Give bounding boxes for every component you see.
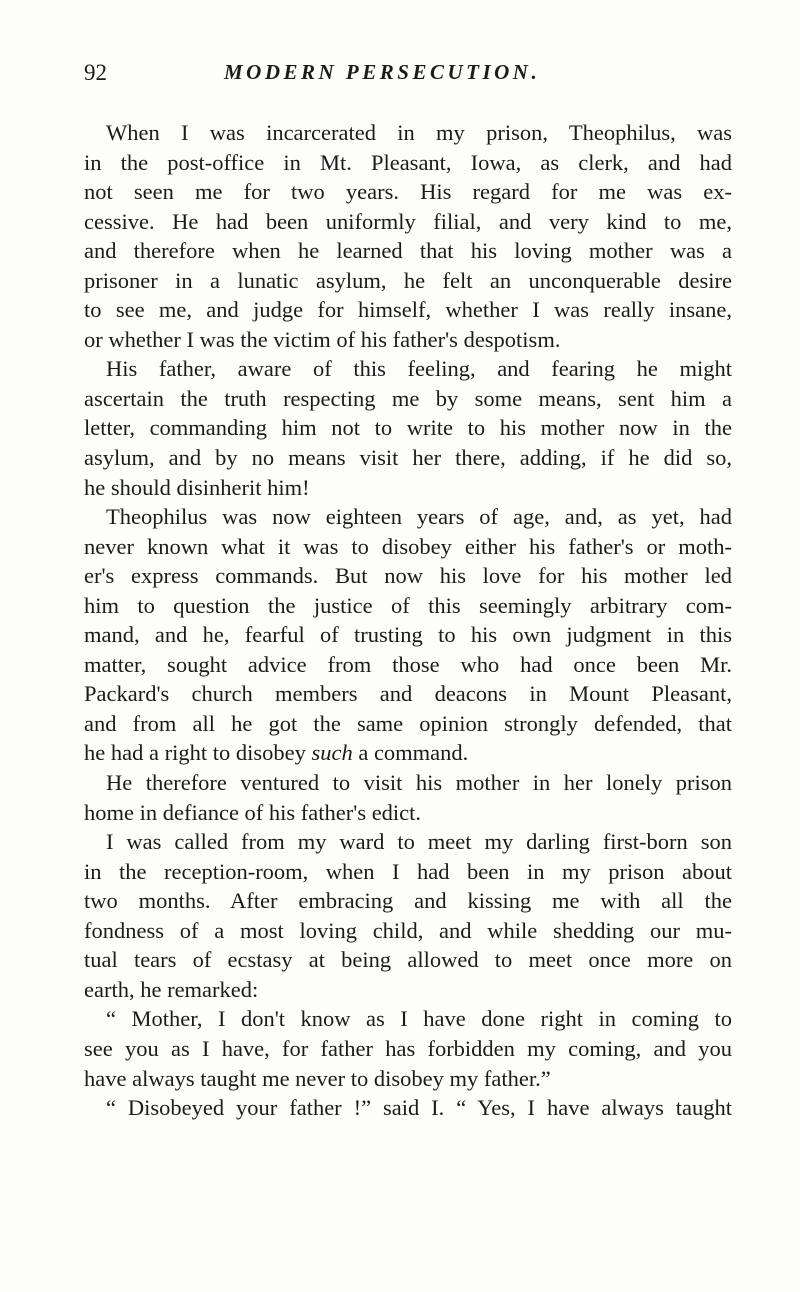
text-line: see you as I have, for father has forbidden my coming, and you bbox=[84, 1035, 732, 1061]
text-line: er's express commands. But now his love for his mother led bbox=[84, 563, 732, 589]
text-line: and from all he got the same opinion strongly defended, that bbox=[84, 710, 732, 736]
text-line: to see me, and judge for himself, whether I was really insane, bbox=[84, 297, 732, 323]
text-line: he should disinherit him! bbox=[84, 474, 310, 500]
text-line: not seen me for two years. His regard for me was ex- bbox=[84, 179, 732, 205]
text-line: Packard's church members and deacons in Mount Pleasant, bbox=[84, 681, 732, 707]
text-line: him to question the justice of this seemingly arbitrary com- bbox=[84, 592, 732, 618]
page-number: 92 bbox=[84, 60, 107, 85]
text-line: in the reception-room, when I had been in my prison about bbox=[84, 858, 732, 884]
text-line: he had a right to disobey such a command. bbox=[84, 740, 469, 766]
running-title: MODERN PERSECUTION. bbox=[224, 60, 541, 84]
text-line: and therefore when he learned that his loving mother was a bbox=[84, 238, 732, 264]
text-line: letter, commanding him not to write to his mother now in the bbox=[84, 415, 732, 441]
text-line: in the post-office in Mt. Pleasant, Iowa, as clerk, and had bbox=[84, 149, 732, 175]
text-line: I was called from my ward to meet my darling first-born son bbox=[106, 829, 732, 855]
text-line: cessive. He had been uniformly filial, and very kind to me, bbox=[84, 208, 732, 234]
running-head bbox=[84, 60, 734, 90]
text-line: matter, sought advice from those who had once been Mr. bbox=[84, 651, 732, 677]
text-line: prisoner in a lunatic asylum, he felt an unconquerable desire bbox=[84, 267, 732, 293]
text-line: mand, and he, fearful of trusting to his own judgment in this bbox=[84, 622, 732, 648]
text-line: asylum, and by no means visit her there, adding, if he did so, bbox=[84, 445, 732, 471]
text-line: two months. After embracing and kissing me with all the bbox=[84, 888, 732, 914]
body-text bbox=[84, 118, 732, 1123]
text-line: home in defiance of his father's edict. bbox=[84, 799, 422, 825]
text-line: never known what it was to disobey either his father's or moth- bbox=[84, 533, 732, 559]
text-line: earth, he remarked: bbox=[84, 976, 259, 1002]
text-line: “ Disobeyed your father !” said I. “ Yes, I have always taught bbox=[106, 1095, 732, 1121]
text-line: tual tears of ecstasy at being allowed to meet once more on bbox=[84, 947, 732, 973]
text-line: Theophilus was now eighteen years of age, and, as yet, had bbox=[106, 504, 732, 530]
text-line: “ Mother, I don't know as I have done right in coming to bbox=[106, 1006, 732, 1032]
text-line: His father, aware of this feeling, and fearing he might bbox=[106, 356, 732, 382]
text-line: have always taught me never to disobey my father.” bbox=[84, 1065, 551, 1091]
text-line: ascertain the truth respecting me by some means, sent him a bbox=[84, 385, 732, 411]
text-line: He therefore ventured to visit his mother in her lonely prison bbox=[106, 770, 732, 796]
text-line: When I was incarcerated in my prison, Theophilus, was bbox=[106, 120, 732, 145]
text-line: or whether I was the victim of his father's despotism. bbox=[84, 326, 561, 352]
text-line: fondness of a most loving child, and while shedding our mu- bbox=[84, 917, 732, 943]
